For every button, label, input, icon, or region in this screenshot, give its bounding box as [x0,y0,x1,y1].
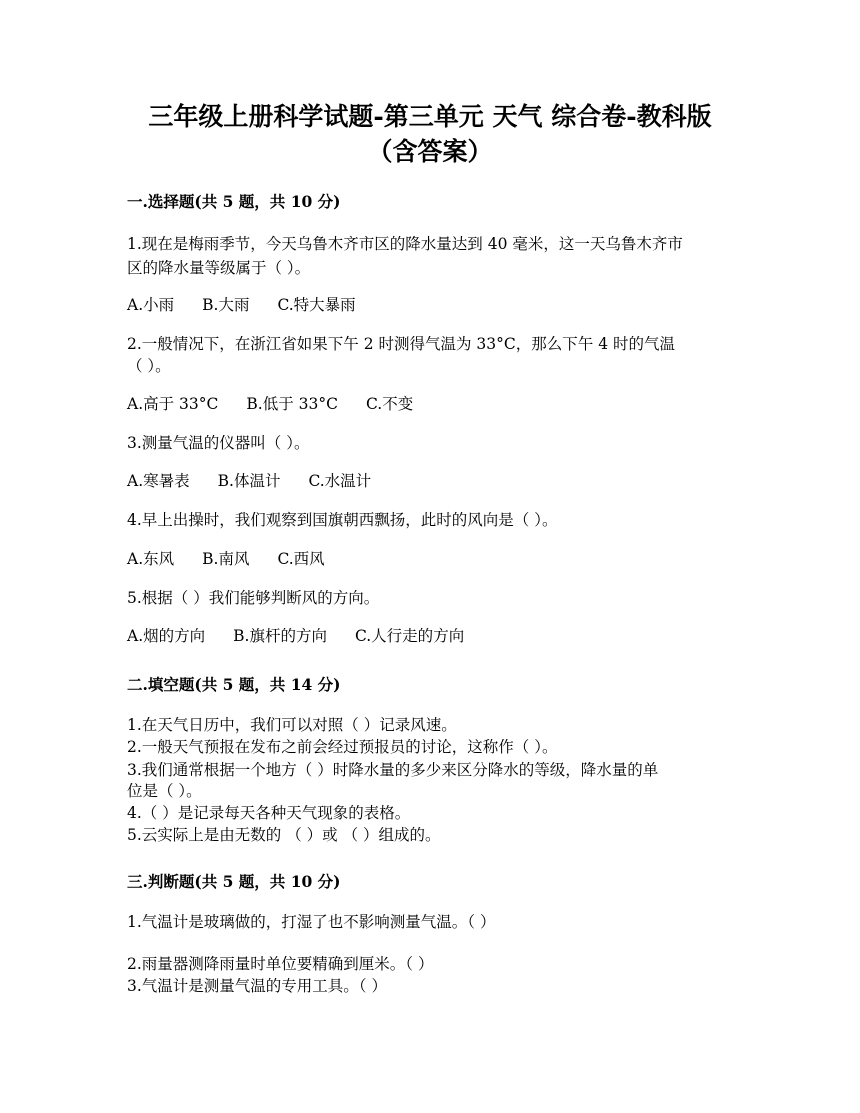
option-c: C.西风 [277,550,325,568]
document-title-line-2: （含答案） [367,137,493,166]
mc-question-2-line-2: （ ）。 [127,357,171,375]
option-c: C.人行走的方向 [354,627,465,645]
mc-question-1-options [127,295,356,315]
mc-question-4-options [127,549,325,569]
mc-question-3: 3.测量气温的仪器叫（ ）。 [127,434,310,452]
option-b: B.南风 [202,550,250,568]
fill-in-line-1: 1.在天气日历中，我们可以对照（ ）记录风速。 [127,716,457,734]
true-false-line-1: 1.气温计是玻璃做的，打湿了也不影响测量气温。（ ） [127,913,496,931]
mc-question-3-options [127,471,371,491]
section-heading-multiple-choice: 一.选择题(共 5 题，共 10 分) [127,192,341,211]
mc-question-5-options [127,626,464,646]
mc-question-2-options [127,394,413,414]
section-heading-fill-in: 二.填空题(共 5 题，共 14 分) [127,675,341,694]
fill-in-line-3: 3.我们通常根据一个地方（ ）时降水量的多少来区分降水的等级，降水量的单 [127,761,659,779]
option-b: B.体温计 [217,472,281,490]
mc-question-4: 4.早上出操时，我们观察到国旗朝西飘扬，此时的风向是（ ）。 [127,511,558,529]
option-b: B.大雨 [202,296,250,314]
option-b: B.旗杆的方向 [233,627,327,645]
option-b: B.低于 33°C [246,395,338,413]
true-false-line-2: 2.雨量器测降雨量时单位要精确到厘米。（ ） [127,955,434,973]
option-a: A.东风 [127,550,175,568]
mc-question-1-line-2: 区的降水量等级属于（ ）。 [127,259,311,277]
fill-in-line-5: 4.（ ）是记录每天各种天气现象的表格。 [127,804,411,822]
mc-question-2-line-1: 2.一般情况下，在浙江省如果下午 2 时测得气温为 33°C，那么下午 4 时的气温 [127,335,675,353]
option-c: C.不变 [365,395,414,413]
section-heading-true-false: 三.判断题(共 5 题，共 10 分) [127,872,341,891]
document-title-line-1: 三年级上册科学试题-第三单元 天气 综合卷-教科版 [148,102,712,131]
mc-question-5: 5.根据（ ）我们能够判断风的方向。 [127,589,380,607]
fill-in-line-4: 位是（ ）。 [127,782,202,800]
option-c: C.特大暴雨 [277,296,356,314]
option-a: A.小雨 [127,296,175,314]
fill-in-line-2: 2.一般天气预报在发布之前会经过预报员的讨论，这称作（ ）。 [127,738,558,756]
option-a: A.高于 33°C [127,395,219,413]
fill-in-line-6: 5.云实际上是由无数的 （ ）或 （ ）组成的。 [127,826,441,844]
option-a: A.寒暑表 [127,472,190,490]
true-false-line-3: 3.气温计是测量气温的专用工具。（ ） [127,977,387,995]
mc-question-1-line-1: 1.现在是梅雨季节，今天乌鲁木齐市区的降水量达到 40 毫米，这一天乌鲁木齐市 [127,235,683,253]
option-c: C.水温计 [308,472,372,490]
option-a: A.烟的方向 [127,627,206,645]
